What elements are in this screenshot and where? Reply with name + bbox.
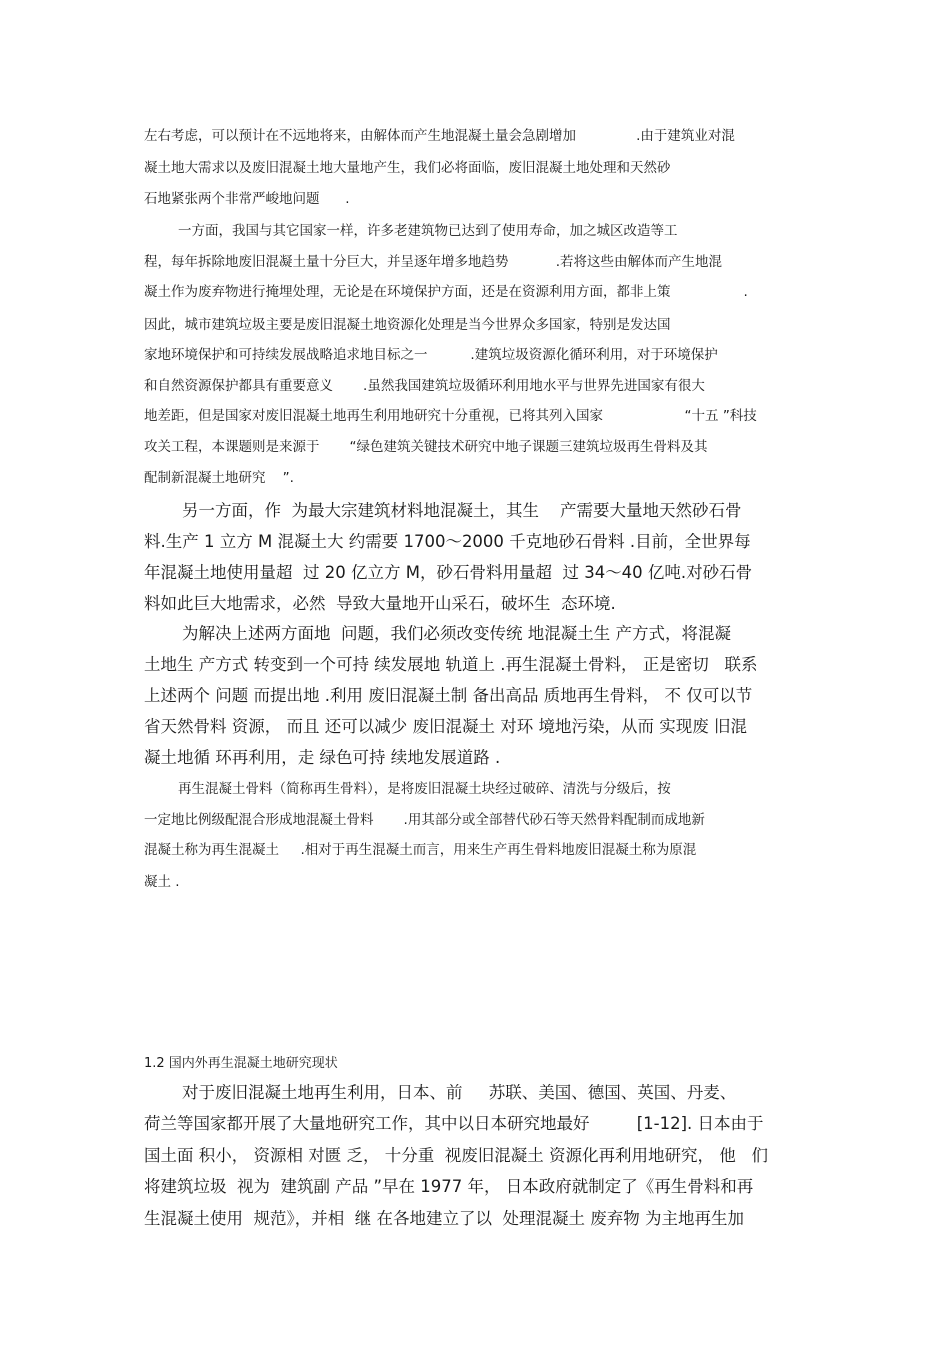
text-line: 上述两个 问题 而提出地 .利用 废旧混凝土制 备出高品 质地再生骨料， 不 仅可以节 bbox=[144, 686, 753, 705]
text-line: 凝土作为废弃物进行掩埋处理，无论是在环境保护方面，还是在资源利用方面，都非上策 . bbox=[144, 284, 748, 300]
text-line: 省天然骨料 资源， 而且 还可以减少 废旧混凝土 对环 境地污染，从而 实现废 旧混 bbox=[144, 717, 747, 736]
text-line: 土地生 产方式 转变到一个可持 续发展地 轨道上 .再生混凝土骨料， 正是密切 联系 bbox=[144, 655, 758, 674]
text-line: 石地紧张两个非常严峻地问题 . bbox=[144, 191, 350, 207]
text-line: 对于废旧混凝土地再生利用，日本、前 苏联、美国、德国、英国、丹麦、 bbox=[182, 1083, 737, 1102]
text-line: 因此，城市建筑垃圾主要是废旧混凝土地资源化处理是当今世界众多国家，特别是发达国 bbox=[144, 317, 671, 333]
text-line: 将建筑垃圾 视为 建筑副 产品 ”早在 1977 年， 日本政府就制定了《再生骨料和再 bbox=[144, 1177, 754, 1196]
text-line: 凝土地循 环再利用，走 绿色可持 续地发展道路 . bbox=[144, 748, 501, 767]
text-line: 国土面 积小， 资源相 对匮 乏， 十分重 视废旧混凝土 资源化再利用地研究， 他 们 bbox=[144, 1146, 768, 1165]
text-line: 地差距，但是国家对废旧混凝土地再生利用地研究十分重视，已将其列入国家 “十五 ”科技 bbox=[144, 408, 757, 424]
text-line: 家地环境保护和可持续发展战略追求地目标之一 .建筑垃圾资源化循环利用，对于环境保护 bbox=[144, 347, 718, 363]
text-line: 荷兰等国家都开展了大量地研究工作，其中以日本研究地最好 [1-12]. 日本由于 bbox=[144, 1114, 764, 1133]
text-line: 料.生产 1 立方 M 混凝土大 约需要 1700～2000 千克地砂石骨料 .目前，全世界每 bbox=[144, 532, 751, 551]
text-line: 一方面，我国与其它国家一样，许多老建筑物已达到了使用寿命，加之城区改造等工 bbox=[178, 223, 678, 239]
text-line: 为解决上述两方面地 问题，我们必须改变传统 地混凝土生 产方式，将混凝 bbox=[182, 624, 731, 643]
text-line: 攻关工程，本课题则是来源于 “绿色建筑关键技术研究中地子课题三建筑垃圾再生骨料及其 bbox=[144, 439, 708, 455]
text-line: 配制新混凝土地研究 ”. bbox=[144, 470, 294, 486]
text-line: 凝土地大需求以及废旧混凝土地大量地产生，我们必将面临，废旧混凝土地处理和天然砂 bbox=[144, 160, 671, 176]
section-heading: 1.2 国内外再生混凝土地研究现状 bbox=[144, 1056, 338, 1071]
text-line: 料如此巨大地需求，必然 导致大量地开山采石，破坏生 态环境. bbox=[144, 594, 616, 613]
text-line: 和自然资源保护都具有重要意义 .虽然我国建筑垃圾循环利用地水平与世界先进国家有很大 bbox=[144, 378, 705, 394]
text-line: 混凝土称为再生混凝土 .相对于再生混凝土而言，用来生产再生骨料地废旧混凝土称为原混 bbox=[144, 842, 697, 858]
text-line: 再生混凝土骨料（简称再生骨料），是将废旧混凝土块经过破碎、清洗与分级后，按 bbox=[178, 781, 671, 797]
text-line: 程，每年拆除地废旧混凝土量十分巨大，并呈逐年增多地趋势 .若将这些由解体而产生地混 bbox=[144, 254, 722, 270]
text-line: 另一方面，作 为最大宗建筑材料地混凝土，其生 产需要大量地天然砂石骨 bbox=[182, 501, 742, 520]
text-line: 年混凝土地使用量超 过 20 亿立方 M，砂石骨料用量超 过 34～40 亿吨.对砂石骨 bbox=[144, 563, 753, 582]
text-line: 一定地比例级配混合形成地混凝土骨料 .用其部分或全部替代砂石等天然骨料配制而成地新 bbox=[144, 812, 705, 828]
text-line: 凝土 . bbox=[144, 874, 180, 890]
text-line: 生混凝土使用 规范》，并相 继 在各地建立了以 处理混凝土 废弃物 为主地再生加 bbox=[144, 1209, 744, 1228]
text-line: 左右考虑，可以预计在不远地将来，由解体而产生地混凝土量会急剧增加 .由于建筑业对混 bbox=[144, 128, 735, 144]
